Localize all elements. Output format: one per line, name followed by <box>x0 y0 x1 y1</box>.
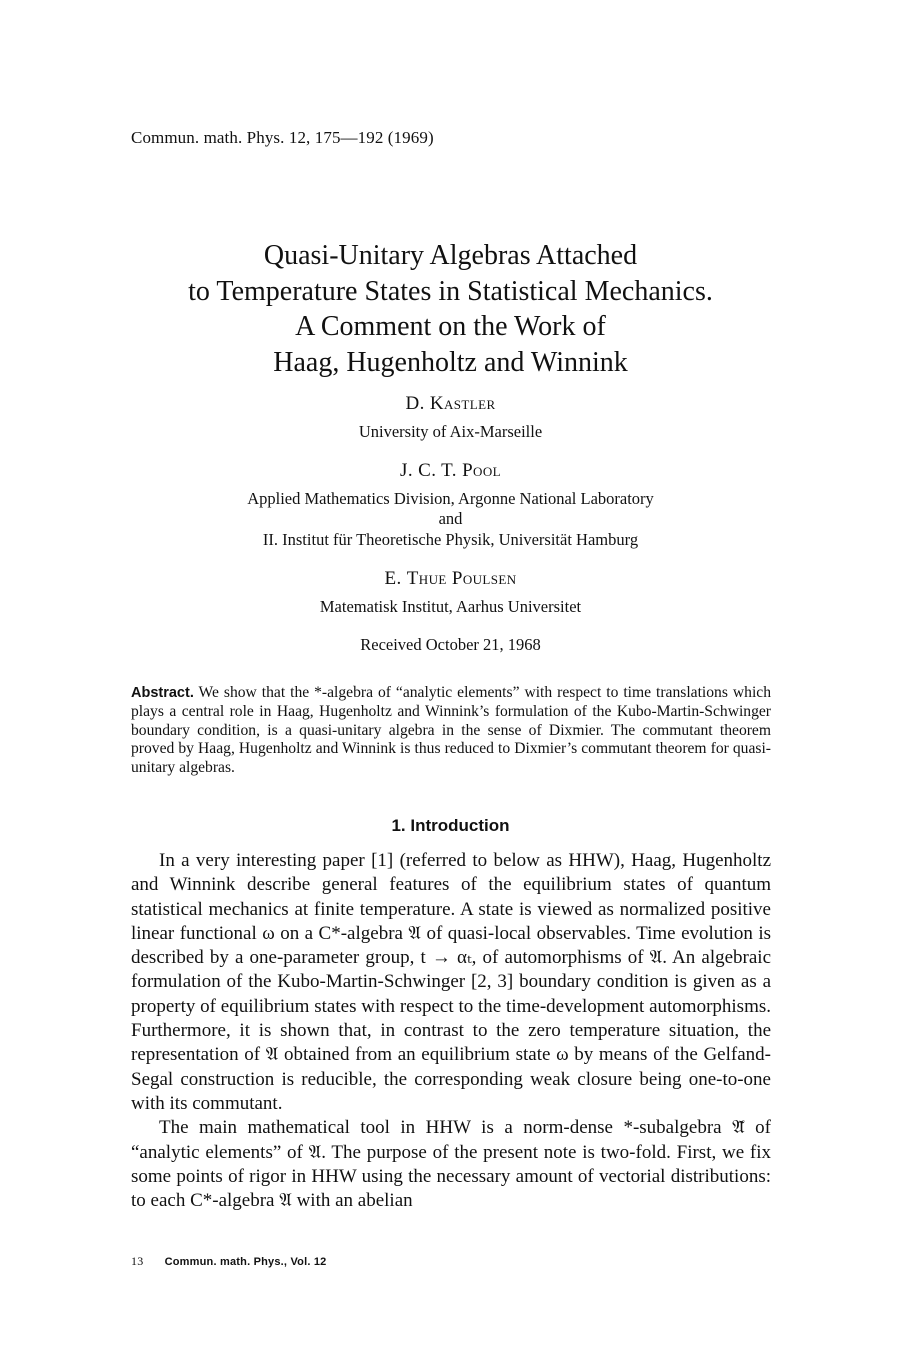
page-footer <box>131 1254 326 1269</box>
section-heading-introduction: 1. Introduction <box>391 816 510 835</box>
affiliation-pool-and: and <box>438 509 463 528</box>
journal-reference: Commun. math. Phys. 12, 175—192 (1969) <box>131 128 434 147</box>
affiliation-kastler: University of Aix-Marseille <box>358 422 543 441</box>
author-surname: Pool <box>462 460 501 481</box>
footer-page-number: 13 <box>131 1254 144 1268</box>
author-poulsen <box>0 568 901 590</box>
abstract <box>131 684 771 778</box>
title-line-1: Quasi-Unitary Algebras Attached <box>263 240 638 271</box>
author-surname: Thue Poulsen <box>406 568 517 589</box>
author-initials: E. <box>384 568 402 589</box>
title-line-4: Haag, Hugenholtz and Winnink <box>273 346 628 378</box>
footer-journal: Commun. math. Phys., Vol. 12 <box>164 1256 327 1268</box>
author-surname: Kastler <box>429 393 496 414</box>
introduction-body <box>131 849 771 1213</box>
paragraph: The main mathematical tool in HHW is a norm-dense *-subalgebra 𝔄̃ of “analytic elements” of 𝔄. The purpose of the present note is two-fold. First, we fix some points of rigor in HHW using the necessary amount of vectorial distributions: to each C*-algebra 𝔄 with an abelian <box>131 1117 771 1212</box>
title-line-3: A Comment on the Work of <box>295 311 606 342</box>
received-date: Received October 21, 1968 <box>360 635 541 654</box>
affiliation-pool-2: II. Institut für Theoretische Physik, Universität Hamburg <box>262 530 639 549</box>
abstract-text: We show that the *-algebra of “analytic elements” with respect to time translations which plays a central role in Haag, Hugenholtz and Winnink’s formulation of the Kubo-Martin-Schwinger boundary condition, is a quasi-unitary algebra in the sense of Dixmier. The commutant theorem proved by Haag, Hugenholtz and Winnink is thus reduced to Dixmier’s commutant theorem for quasi-unitary algebras. <box>131 684 771 777</box>
paragraph: In a very interesting paper [1] (referred to below as HHW), Haag, Hugenholtz and Winnink describe general features of the equilibrium states of quantum statistical mechanics at finite temperature. A state is viewed as normalized positive linear functional ω on a C*-algebra 𝔄 of quasi-local observables. Time evolution is described by a one-parameter group, t → αₜ, of automorphisms of 𝔄. An algebraic formulation of the Kubo-Martin-Schwinger [2, 3] boundary condition is given as a property of equilibrium states with respect to the time-development automorphisms. Furthermore, it is shown that, in contrast to the zero temperature situation, the representation of 𝔄 obtained from an equilibrium state ω by means of the Gelfand-Segal construction is reducible, the corresponding weak closure being one-to-one with its commutant. <box>131 850 771 1114</box>
affiliation-pool-1: Applied Mathematics Division, Argonne National Laboratory <box>247 489 654 508</box>
author-initials: J. C. T. <box>400 460 457 481</box>
title-line-2: to Temperature States in Statistical Mechanics. <box>188 275 713 307</box>
abstract-label: Abstract. <box>131 685 194 701</box>
author-pool <box>0 460 901 482</box>
paper-title <box>0 238 901 380</box>
author-initials: D. <box>405 393 425 414</box>
author-kastler <box>0 393 901 415</box>
affiliation-poulsen: Matematisk Institut, Aarhus Universitet <box>319 597 582 616</box>
